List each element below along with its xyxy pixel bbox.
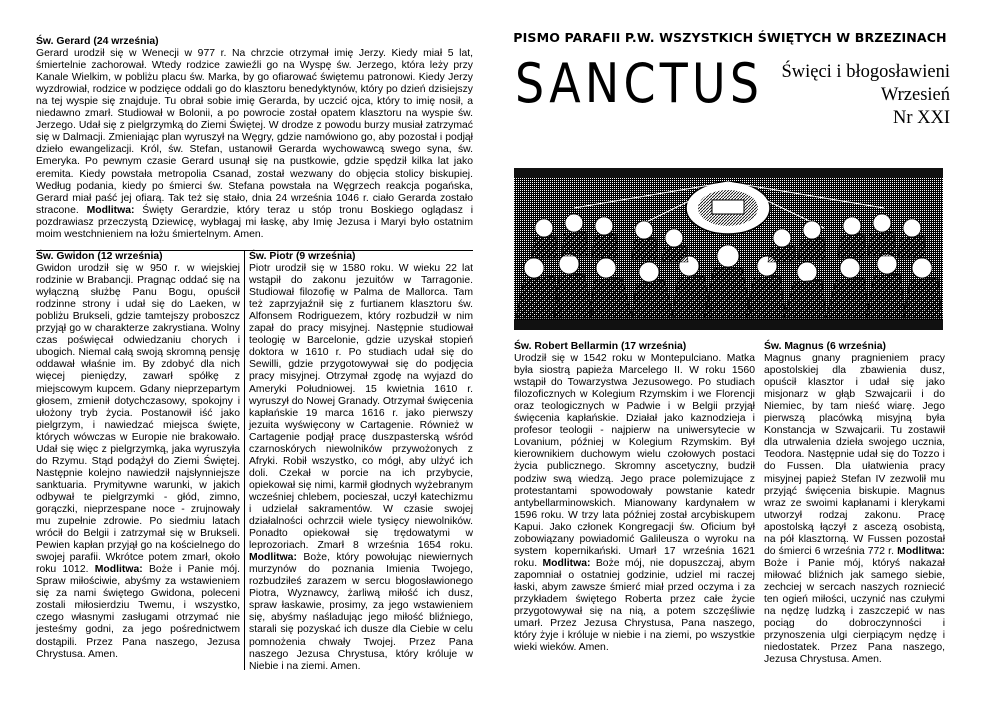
prayer-label: Modlitwa:	[86, 204, 135, 216]
article-heading: Św. Magnus (6 września)	[764, 341, 887, 352]
masthead-subtitle: Święci i błogosławieni	[781, 62, 950, 82]
article-heading: Św. Gwidon (12 września)	[36, 251, 163, 262]
article-heading: Św. Gerard (24 września)	[36, 36, 159, 47]
parish-title: PISMO PARAFII P.W. WSZYSTKICH ŚWIĘTYCH W BRZEZINACH	[513, 30, 947, 45]
masthead-logo: SANCTUS	[515, 52, 764, 115]
masthead-month: Wrzesień	[880, 85, 950, 105]
article-heading: Św. Robert Bellarmin (17 września)	[514, 341, 687, 352]
prayer-text: Święty Gerardzie, który teraz u stóp tronu Boskiego oglądasz i pozdrawiasz przeczystą Dziewicę, wybłagaj mi łaskę, aby Imię Jezusa i Maryi było ostatnim moim westchnieniem na łożu śmiertelnym. Amen.	[36, 204, 473, 240]
article-body: Urodził się w 1542 roku w Montepulciano. Matka była siostrą papieża Marcelego II. W roku 1560 wstąpił do Towarzystwa Jezusowego. Po studiach filozoficznych w Kolegium Rzymskim i we Florencji oraz teologicznych w Padwie i w Belgii przyjął święcenia kapłańskie. Działał jako kaznodzieja i profesor teologii - najpierw na uniwersytecie w Lovanium, później w Kolegium Rzymskim. Był kierownikiem duchowym wielu czołowych postaci życia publicznego. Skromny ascetyczny, budził podziw swą wiedzą. Jego prace polemizujące z protestantami spowodowały powstanie katedr antybellarminowskich. Mianowany kardynałem w 1596 roku. W trzy lata później został arcybiskupem Kapui. Jako członek Kongregacji św. Oficium był zobowiązany powiadomić Galileusza o wyroku na system kopernikański. Umarł 17 września 1621 roku. Modlitwa: Boże mój, nie dopuszczaj, abym zapomniał o ostatniej godzinie, udziel mi raczej łaski, abym zawsze śmierć miał przed oczyma i za przykładem świętego Roberta przez całe życie przygotowywał się na nią, a potem szczęśliwie umarł. Przez Jezusa Chrystusa, Pana naszego, który żyje i króluje w niebie i na ziemi, po wszystkie wieki wieków. Amen.	[514, 353, 755, 654]
all-saints-engraving	[514, 168, 943, 330]
article-gerard	[36, 36, 473, 241]
divider-vertical	[244, 250, 245, 670]
article-robert	[514, 341, 755, 654]
article-body: Piotr urodził się w 1580 roku. W wieku 22 lat wstąpił do zakonu jezuitów w Tarragonie. Studiował filozofię w Palma de Mallorca. Tam też zaprzyjaźnił się z furtianem klasztoru św. Alfonsem Rodriguezem, który rozbudził w nim zapał do pracy misyjnej. Następnie studiował teologię w Barcelonie, gdzie uzyskał stopień doktora w 1610 r. Po studiach udał się do Sewilli, gdzie przygotowywał się do podjęcia pracy misyjnej. Otrzymał zgodę na wyjazd do Ameryki Południowej. 15 kwietnia 1610 r. wyruszył do Nowej Granady. Otrzymał święcenia kapłańskie 19 marca 1616 r. jako pierwszy jezuita wyświęcony w Cartagenie. Również w Cartagenie podjął pracę duszpasterską wśród czarnoskórych niewolników przywożonych z Afryki. Robił wszystko, co mógł, aby ulżyć ich doli. Czekał w porcie na ich przybycie, opiekował się nimi, karmił głodnych wyżebranym wcześniej chlebem, pocieszał, uczył katechizmu i udzielał sakramentów. W czasie swojej działalności ochrzcił wiele tysięcy niewolników. Ponadto opiekował się trędowatymi w leprozoriach. Zmarł 8 września 1654 roku. Modlitwa: Boże, który powołując niewiernych murzynów do poznania Imienia Twojego, rozbudziłeś zarazem w sercu błogosławionego Piotra, Wyznawcy, żarliwą miłość ich dusz, spraw łaskawie, prosimy, za jego wstawieniem się, abyśmy naśladując jego miłość bliźniego, starali się pozyskać ich dusze dla Ciebie w celu pomnożenia chwały Twojej. Przez Pana naszego Jezusa Chrystusa, który króluje w Niebie i na ziemi. Amen.	[249, 263, 473, 672]
prayer-text: Boże i Panie mój, któryś nakazał miłować bliźnich jak samego siebie, zechciej w sercach naszych rozniecić ten ogień miłości, uczynić nas czułymi na nędzę ludzką i zaszczepić w nas pociąg do dobroczynności i przynoszenia ulgi cierpiącym nędzę i niedostatek. Przez Pana naszego, Jezusa Chrystusa. Amen.	[764, 557, 945, 666]
article-magnus	[764, 341, 945, 666]
prayer-label: Modlitwa:	[897, 545, 945, 557]
prayer-label: Modlitwa:	[249, 552, 297, 564]
masthead-issue: Nr XXI	[892, 108, 950, 128]
prayer-text: Boże, który powołując niewiernych murzynów do poznania Imienia Twojego, rozbudziłeś zarazem w sercu błogosławionego Piotra, Wyznawcy, żarliwą miłość ich dusz, spraw łaskawie, prosimy, za jego wstawieniem się, abyśmy naśladując jego miłość bliźniego, starali się pozyskać ich dusze dla Ciebie w celu pomnożenia chwały Twojej. Przez Pana naszego Jezusa Chrystusa, który króluje w Niebie i na ziemi. Amen.	[249, 552, 473, 672]
article-gwidon	[36, 251, 240, 661]
article-body: Gerard urodził się w Wenecji w 977 r. Na chrzcie otrzymał imię Jerzy. Kiedy miał 5 lat, śmiertelnie zachorował. Wtedy rodzice zawieźli go na Wyspę św. Jerzego, która leży przy Kanale Wielkim, w pobliżu placu św. Marka, by go ofiarować świętemu patronowi. Kiedy Jerzy wyzdrowiał, rodzice w podzięce oddali go do klasztoru benedyktynów, który po dzień dzisiejszy na tej wyspie się znajduje. Tu obrał sobie imię Gerarda, by uczcić ojca, który to imię nosił, a niedawno zmarł. Studiował w Bolonii, a po powrocie został opatem klasztoru na wyspie św. Jerzego. Udał się z pielgrzymką do Ziemi Świętej. W drodze z powodu burzy musiał zatrzymać się w Dalmacji. Zmieniając plan wyruszył na Węgry, gdzie namówiono go, aby pozostał i podjął dzieło ewangelizacji. Król, św. Stefan, ustanowił Gerarda wychowawcą swego syna, św. Emeryka. Po pewnym czasie Gerard usunął się na pustkowie, gdzie spędził kilka lat jako eremita. Kiedy powstała metropolia Csanad, został wezwany do objęcia stolicy biskupiej. Według podania, kiedy po śmierci św. Stefana powstała na Węgrzech reakcja pogańska, Gerard miał paść jej ofiarą. Tak też się stało, dnia 24 września 1046 r. ciało Gerarda zostało stracone. Modlitwa: Święty Gerardzie, który teraz u stóp tronu Boskiego oglądasz i pozdrawiasz przeczystą Dziewicę, wybłagaj mi łaskę, aby Imię Jezusa i Maryi było ostatnim moim westchnieniem na łożu śmiertelnym. Amen.	[36, 48, 473, 240]
prayer-text: Boże i Panie mój. Spraw miłościwie, abyśmy za wstawieniem się za nami świętego Gwidona, poleceni zostali miłosierdziu Twemu, i wszystko, czego własnymi zasługami otrzymać nie jesteśmy godni, za jego pośrednictwem dostąpili. Przez Pana naszego, Jezusa Chrystusa. Amen.	[36, 564, 240, 660]
prayer-text: Boże mój, nie dopuszczaj, abym zapomniał o ostatniej godzinie, udziel mi raczej łaski, abym zawsze śmierć miał przed oczyma i za przykładem świętego Roberta przez całe życie przygotowywał się na nią, a potem szczęśliwie umarł. Przez Jezusa Chrystusa, Pana naszego, który żyje i króluje w niebie i na ziemi, po wszystkie wieki wieków. Amen.	[514, 557, 755, 654]
prayer-label: Modlitwa:	[542, 557, 591, 569]
engraving-image	[514, 168, 943, 330]
article-heading: Św. Piotr (9 września)	[249, 251, 356, 262]
article-piotr	[249, 251, 473, 673]
prayer-label: Modlitwa:	[94, 564, 143, 576]
article-body: Gwidon urodził się w 950 r. w wiejskiej rodzinie w Brabancji. Pragnąc oddać się na wyłączną służbę Panu Bogu, opuścił rodzinne strony i udał się do Laeken, w pobliżu Brukseli, gdzie tamtejszy proboszcz przyjął go w charakterze zakrystiana. Wolny czas poświęcał odwiedzaniu chorych i ubogich. Niemal całą swoją skromną pensję oddawał właśnie im. By zdobyć dla nich więcej pieniędzy, zawarł spółkę z miejscowym kupcem. Gdany nieprzepartym głosem, zmienił dotychczasowy, spokojny i ułożony tryb życia. Postanowił iść jako pielgrzym, i nawiedzać miejsca święte, których wówczas w Europie nie brakowało. Udał się więc z pielgrzymką, jaka wyruszyła do Rzymu. Stąd podążył do Ziemi Świętej. Następnie kolejno nawiedził najsłynniejsze sanktuaria. Prymitywne warunki, w jakich odbywał te pielgrzymki - głód, zimno, gorączki, nieprzespane noce - zrujnowały mu zupełnie zdrowie. Po siedmiu latach wrócił do Belgii i zatrzymał się w Brukseli. Pewien kapłan przyjął go na kościelnego do swojej parafii. Wkrótce potem zmarł, około roku 1012. Modlitwa: Boże i Panie mój. Spraw miłościwie, abyśmy za wstawieniem się za nami świętego Gwidona, poleceni zostali miłosierdziu Twemu, i wszystko, czego własnymi zasługami otrzymać nie jesteśmy godni, za jego pośrednictwem dostąpili. Przez Pana naszego, Jezusa Chrystusa. Amen.	[36, 263, 240, 660]
article-body: Magnus gnany pragnieniem pracy apostolskiej dla zbawienia dusz, opuścił klasztor i udał się jako misjonarz w głąb Szwajcarii i do Niemiec, by tam nieść wiarę. Jego pierwszą placówką misyjną była Konstancja w Szwajcarii. Tu zostawił dla utrwalenia dzieła swojego ucznia, Teodora. Następnie udał się do Tozzo i do Fussen. Dla ułatwienia pracy misyjnej papież Stefan IV zezwolił mu przyjąć święcenia biskupie. Magnus wraz ze swoimi kapłanami i klerykami utworzył rodzaj zakonu. Pracę apostolską łączył z ascezą osobistą, na pół klasztorną. W Fussen pozostał do śmierci 6 września 772 r. Modlitwa: Boże i Panie mój, któryś nakazał miłować bliźnich jak samego siebie, zechciej w sercach naszych rozniecić ten ogień miłości, uczynić nas czułymi na nędzę ludzką i zaszczepić w nas pociąg do dobroczynności i przynoszenia ulgi cierpiącym nędzę i niedostatek. Przez Pana naszego, Jezusa Chrystusa. Amen.	[764, 353, 945, 666]
